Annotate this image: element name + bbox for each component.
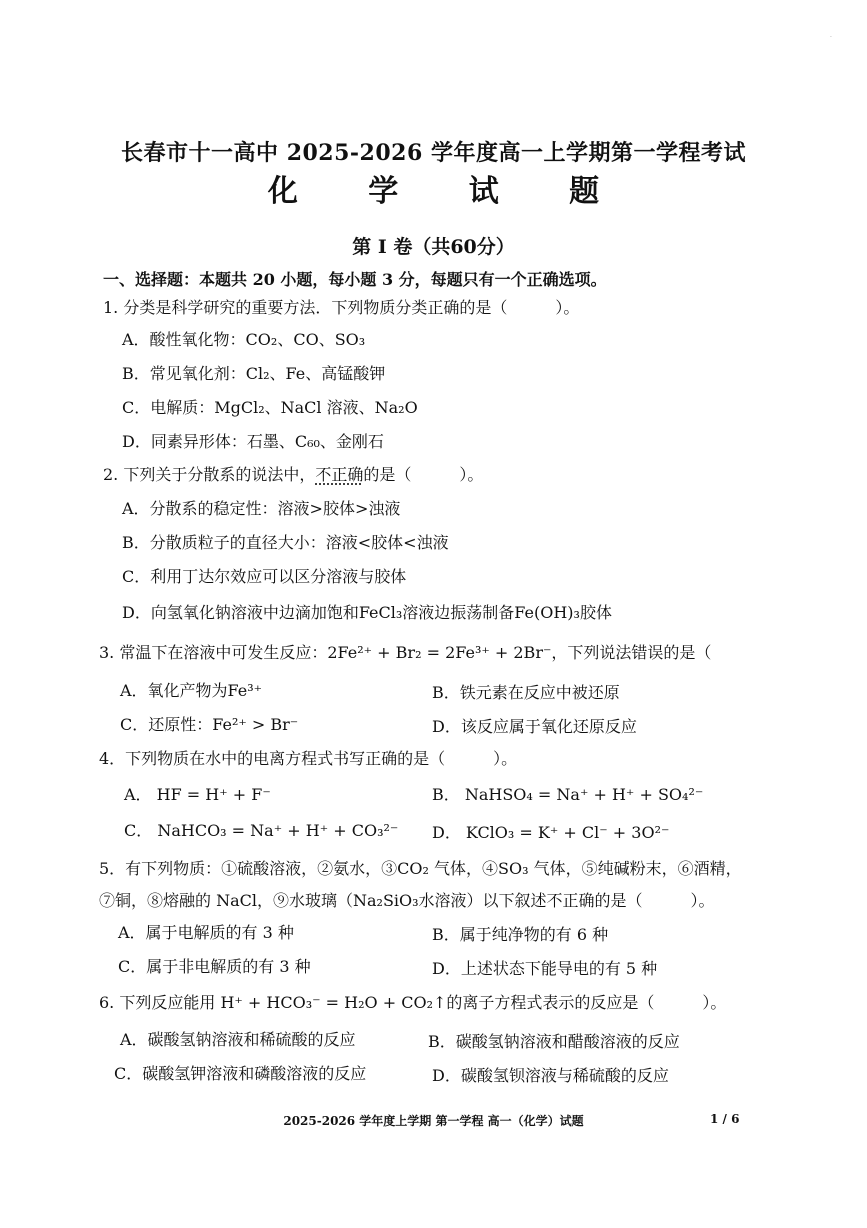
question-6-option-a: A．碳酸氢钠溶液和稀硫酸的反应: [120, 1030, 356, 1049]
question-1-option-c: C．电解质：MgCl₂、NaCl 溶液、Na₂O: [122, 398, 418, 417]
question-3-option-a: A．氧化产物为Fe³⁺: [120, 681, 263, 700]
question-1-option-b: B．常见氧化剂：Cl₂、Fe、高锰酸钾: [122, 364, 386, 383]
question-6-option-b: B．碳酸氢钠溶液和醋酸溶液的反应: [428, 1032, 680, 1051]
question-3-option-d: D．该反应属于氧化还原反应: [432, 717, 637, 736]
question-2-stem-emphasis: 不正确: [315, 465, 364, 484]
question-5-stem-line-2: ⑦铜，⑧熔融的 NaCl，⑨水玻璃（Na₂SiO₃水溶液）以下叙述不正确的是（ ）。: [99, 891, 715, 910]
question-2-stem: [103, 462, 483, 485]
question-4-option-c: C． NaHCO₃ = Na⁺ + H⁺ + CO₃²⁻: [124, 821, 399, 840]
question-5-option-b: B．属于纯净物的有 6 种: [432, 925, 609, 944]
scan-mark: ·: [830, 34, 832, 41]
question-1-option-d: D．同素异形体：石墨、C₆₀、金刚石: [122, 432, 384, 451]
question-4-stem: 4．下列物质在水中的电离方程式书写正确的是（ ）。: [99, 749, 518, 768]
exam-title: 长春市十一高中 2025-2026 学年度高一上学期第一学程考试: [121, 140, 746, 166]
question-1-option-a: A．酸性氧化物：CO₂、CO、SO₃: [122, 330, 366, 349]
subject-title: 化 学 试 题: [267, 174, 630, 209]
question-4-option-b: B． NaHSO₄ = Na⁺ + H⁺ + SO₄²⁻: [432, 785, 704, 804]
question-2-option-c: C．利用丁达尔效应可以区分溶液与胶体: [122, 567, 407, 586]
page-footer: 2025-2026 学年度上学期 第一学程 高一（化学）试题: [283, 1114, 584, 1128]
question-2-option-d: D．向氢氧化钠溶液中边滴加饱和FeCl₃溶液边振荡制备Fe(OH)₃胶体: [122, 603, 612, 622]
question-2-option-a: A．分散系的稳定性：溶液>胶体>浊液: [122, 499, 401, 518]
question-1-stem: 1. 分类是科学研究的重要方法．下列物质分类正确的是（ ）。: [103, 298, 580, 317]
question-4-option-a: A． HF = H⁺ + F⁻: [124, 785, 271, 804]
page-number: 1 / 6: [710, 1112, 740, 1126]
question-4-option-d: D． KClO₃ = K⁺ + Cl⁻ + 3O²⁻: [432, 823, 670, 842]
question-2-stem-post: 的是（ ）。: [363, 465, 484, 484]
question-2-stem-pre: 2. 下列关于分散系的说法中，: [103, 465, 316, 484]
question-5-stem-line-1: 5．有下列物质：①硫酸溶液，②氨水，③CO₂ 气体，④SO₃ 气体，⑤纯碱粉末，⑥酒精，: [99, 859, 742, 878]
question-6-option-d: D．碳酸氢钡溶液与稀硫酸的反应: [432, 1066, 669, 1085]
question-3-option-b: B．铁元素在反应中被还原: [432, 683, 620, 702]
section-heading: 一、选择题：本题共 20 小题，每小题 3 分，每题只有一个正确选项。: [103, 270, 607, 289]
question-2-option-b: B．分散质粒子的直径大小：溶液<胶体<浊液: [122, 533, 449, 552]
question-6-stem: 6. 下列反应能用 H⁺ + HCO₃⁻ = H₂O + CO₂↑的离子方程式表示的反应是（ ）。: [99, 993, 727, 1012]
question-5-option-a: A．属于电解质的有 3 种: [118, 923, 294, 942]
volume-heading: 第 I 卷（共60分）: [352, 236, 515, 258]
question-5-option-d: D．上述状态下能导电的有 5 种: [432, 959, 658, 978]
question-5-option-c: C．属于非电解质的有 3 种: [118, 957, 311, 976]
question-3-stem: 3. 常温下在溶液中可发生反应：2Fe²⁺ + Br₂ = 2Fe³⁺ + 2Br⁻，下列说法错误的是（: [99, 643, 712, 662]
question-3-option-c: C．还原性：Fe²⁺ > Br⁻: [120, 715, 299, 734]
question-6-option-c: C．碳酸氢钾溶液和磷酸溶液的反应: [114, 1064, 367, 1083]
